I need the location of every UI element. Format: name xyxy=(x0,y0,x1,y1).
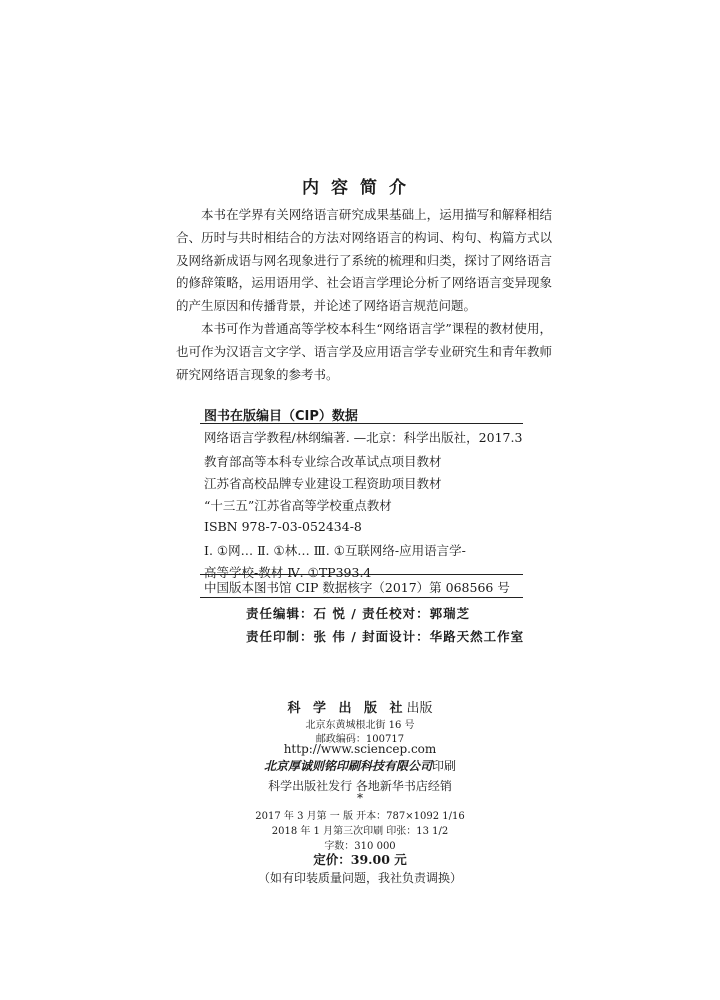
intro-paragraph-2: 本书可作为普通高等学校本科生“网络语言学”课程的教材使用，也可作为汉语言文字学、语言学及应用语言学专业研究生和青年教师研究网络语言现象的参考书。 xyxy=(176,320,552,382)
edition-line-2: 2018 年 1 月第三次印刷 印张：13 1/2 xyxy=(271,826,449,837)
distribution: 科学出版社发行 各地新华书店经销 xyxy=(268,779,452,793)
publisher-name-suffix: 出版 xyxy=(406,701,433,716)
cip-line-6: Ⅰ. ①网… Ⅱ. ①林… Ⅲ. ①互联网络-应用语言学- xyxy=(204,543,466,558)
price: 定价：39.00 元 xyxy=(313,852,407,867)
cip-line-4: “十三五”江苏省高等学校重点教材 xyxy=(204,498,392,513)
printer-suffix: 印刷 xyxy=(432,759,457,773)
cip-heading: 图书在版编目（CIP）数据 xyxy=(204,409,358,424)
staff-line-1: 责任编辑：石 悦 / 责任校对：郭瑞芝 xyxy=(246,606,471,621)
cip-footer: 中国版本图书馆 CIP 数据核字（2017）第 068566 号 xyxy=(204,580,510,595)
publisher-postcode: 邮政编码：100717 xyxy=(315,734,405,745)
edition-line-1: 2017 年 3 月第 一 版 开本：787×1092 1/16 xyxy=(255,811,465,822)
word-count: 字数：310 000 xyxy=(324,841,396,852)
section-title: 内容简介 xyxy=(302,178,418,198)
printer-name: 北京厚诚则铭印刷科技有限公司 xyxy=(263,759,432,773)
cip-divider xyxy=(200,574,523,575)
cip-line-5: ISBN 978-7-03-052434-8 xyxy=(204,519,362,534)
staff-line-2: 责任印制：张 伟 / 封面设计：华路天然工作室 xyxy=(246,629,525,644)
quality-note: （如有印装质量问题，我社负责调换） xyxy=(257,871,462,885)
printer xyxy=(0,757,720,774)
publisher-name-text: 科 学 出 版 社 xyxy=(287,701,407,716)
cip-line-7: 高等学校-教材 Ⅳ. ①TP393.4 xyxy=(204,565,372,580)
publisher-name xyxy=(0,697,720,716)
cip-line-2: 教育部高等本科专业综合改革试点项目教材 xyxy=(204,454,442,469)
intro-paragraph-1: 本书在学界有关网络语言研究成果基础上，运用描写和解释相结合、历时与共时相结合的方法对网络语言的构词、构句、构篇方式以及网络新成语与网名现象进行了系统的梳理和归类，探讨了网络语言的修辞策略，运用语用学、社会语言学理论分析了网络语言变异现象的产生原因和传播背景，并论述了网络语言规范问题。 xyxy=(176,207,552,314)
publisher-address: 北京东黄城根北街 16 号 xyxy=(305,720,415,731)
publisher-url: http://www.sciencep.com xyxy=(283,742,437,756)
intro-text xyxy=(176,204,552,386)
separator-star: * xyxy=(357,791,363,805)
cip-line-3: 江苏省高校品牌专业建设工程资助项目教材 xyxy=(204,476,442,491)
cip-line-1: 网络语言学教程/林纲编著. —北京：科学出版社，2017.3 xyxy=(204,430,523,445)
